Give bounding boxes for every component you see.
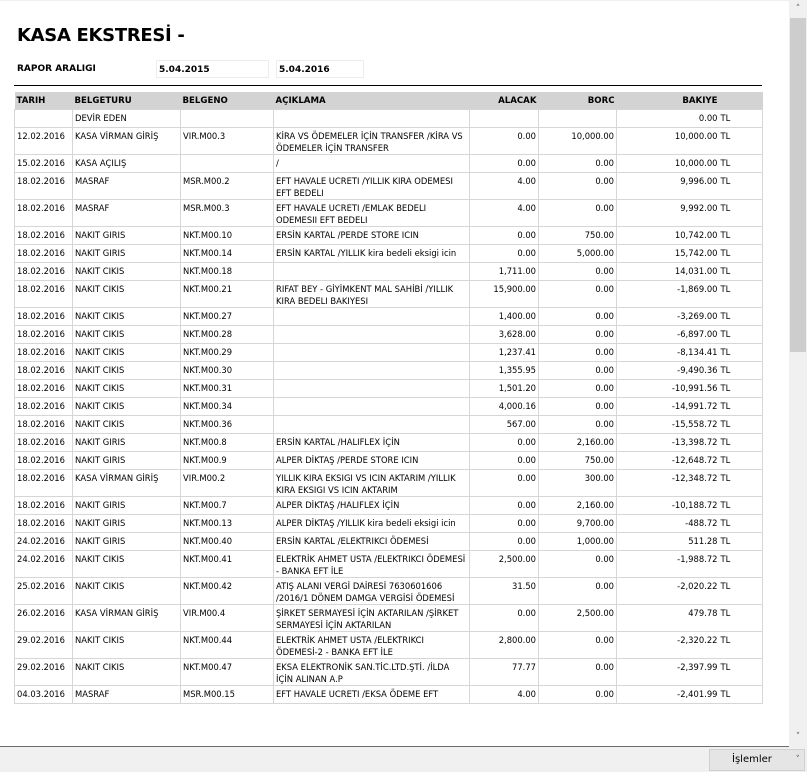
col-header-tarih: TARIH	[15, 92, 73, 110]
cell-alacak: 0.00	[470, 128, 539, 155]
cell-borc: 10,000.00	[539, 128, 617, 155]
cell-aciklama: ATIŞ ALANI VERGİ DAİRESİ 7630601606 /2016/1 DÖNEM DAMGA VERGİSİ ÖDEMESİ	[274, 578, 470, 605]
cell-belgeno: NKT.M00.44	[181, 632, 274, 659]
table-row[interactable]	[15, 605, 763, 632]
cell-bakiye: -8,134.41	[617, 344, 720, 362]
table-row[interactable]	[15, 551, 763, 578]
cell-belgeno: NKT.M00.8	[181, 434, 274, 452]
cell-aciklama	[274, 263, 470, 281]
cell-borc: 0.00	[539, 263, 617, 281]
cell-borc: 0.00	[539, 632, 617, 659]
cell-belgeno: NKT.M00.42	[181, 578, 274, 605]
cell-borc: 0.00	[539, 308, 617, 326]
cell-currency: TL	[720, 326, 763, 344]
table-row[interactable]	[15, 128, 763, 155]
cell-tarih: 18.02.2016	[15, 344, 73, 362]
cell-belgeturu: NAKIT CIKIS	[73, 632, 181, 659]
operations-label: İşlemler	[732, 754, 772, 765]
cell-borc: 300.00	[539, 470, 617, 497]
cell-belgeno: NKT.M00.14	[181, 245, 274, 263]
cell-borc	[539, 110, 617, 128]
cell-currency: TL	[720, 416, 763, 434]
table-row[interactable]	[15, 173, 763, 200]
table-row[interactable]	[15, 245, 763, 263]
cell-borc: 750.00	[539, 452, 617, 470]
cell-borc: 2,160.00	[539, 497, 617, 515]
cell-belgeturu: NAKIT GIRIS	[73, 452, 181, 470]
cell-borc: 0.00	[539, 155, 617, 173]
cell-bakiye: -2,020.22	[617, 578, 720, 605]
cell-bakiye: -1,988.72	[617, 551, 720, 578]
col-header-belgeturu: BELGETURU	[73, 92, 181, 110]
cell-alacak: 0.00	[470, 434, 539, 452]
cell-belgeturu: NAKIT GIRIS	[73, 497, 181, 515]
cell-currency: TL	[720, 551, 763, 578]
table-row[interactable]	[15, 344, 763, 362]
cell-tarih: 18.02.2016	[15, 398, 73, 416]
header-divider	[14, 85, 762, 86]
operations-dropdown-button[interactable]	[709, 749, 805, 771]
cell-tarih: 29.02.2016	[15, 632, 73, 659]
cell-bakiye: -13,398.72	[617, 434, 720, 452]
cell-bakiye: 10,000.00	[617, 128, 720, 155]
cell-bakiye: -2,397.99	[617, 659, 720, 686]
chevron-down-icon: ˅	[795, 755, 800, 765]
cell-belgeturu: NAKIT CIKIS	[73, 551, 181, 578]
cell-bakiye: -14,991.72	[617, 398, 720, 416]
table-row[interactable]	[15, 200, 763, 227]
cell-bakiye: -2,320.22	[617, 632, 720, 659]
cell-aciklama: EFT HAVALE UCRETI /EKSA ÖDEME EFT	[274, 686, 470, 704]
cell-tarih: 18.02.2016	[15, 497, 73, 515]
cell-belgeno: NKT.M00.30	[181, 362, 274, 380]
cell-belgeno: NKT.M00.21	[181, 281, 274, 308]
cell-belgeno: NKT.M00.7	[181, 497, 274, 515]
cell-belgeno: MSR.M00.3	[181, 200, 274, 227]
cell-aciklama: YILLIK KIRA EKSIGI VS ICIN AKTARIM /YILLIK KIRA EKSIGI VS ICIN AKTARIM	[274, 470, 470, 497]
cell-belgeno: NKT.M00.10	[181, 227, 274, 245]
cell-aciklama: EFT HAVALE UCRETI /YILLIK KIRA ODEMESI EFT BEDELI	[274, 173, 470, 200]
cell-aciklama	[274, 362, 470, 380]
cell-bakiye: 14,031.00	[617, 263, 720, 281]
cell-tarih: 18.02.2016	[15, 362, 73, 380]
chevron-down-icon[interactable]: ˅	[795, 732, 801, 742]
cell-tarih: 18.02.2016	[15, 326, 73, 344]
cell-bakiye: 15,742.00	[617, 245, 720, 263]
cell-aciklama: RIFAT BEY - GİYİMKENT MAL SAHİBİ /YILLIK KIRA BEDELI BAKIYESI	[274, 281, 470, 308]
cell-borc: 0.00	[539, 416, 617, 434]
report-range-label: RAPOR ARALIGI	[17, 64, 96, 74]
col-header-aciklama: AÇIKLAMA	[274, 92, 470, 110]
cell-alacak: 0.00	[470, 533, 539, 551]
cell-belgeturu: MASRAF	[73, 200, 181, 227]
table-row[interactable]	[15, 470, 763, 497]
cell-alacak: 0.00	[470, 155, 539, 173]
cell-belgeno: NKT.M00.36	[181, 416, 274, 434]
cell-alacak: 1,237.41	[470, 344, 539, 362]
cell-belgeno: MSR.M00.2	[181, 173, 274, 200]
col-header-borc: BORC	[539, 92, 617, 110]
cell-belgeturu: DEVİR EDEN	[73, 110, 181, 128]
cell-belgeturu: NAKIT CIKIS	[73, 380, 181, 398]
table-row[interactable]	[15, 362, 763, 380]
cell-alacak: 1,400.00	[470, 308, 539, 326]
cell-belgeno	[181, 155, 274, 173]
cell-aciklama	[274, 416, 470, 434]
cell-bakiye: -6,897.00	[617, 326, 720, 344]
cell-tarih: 24.02.2016	[15, 551, 73, 578]
cell-borc: 0.00	[539, 173, 617, 200]
cell-bakiye: 9,996.00	[617, 173, 720, 200]
cell-tarih: 04.03.2016	[15, 686, 73, 704]
cell-tarih: 18.02.2016	[15, 173, 73, 200]
cell-alacak: 2,500.00	[470, 551, 539, 578]
cell-alacak: 1,711.00	[470, 263, 539, 281]
chevron-up-icon[interactable]: ˄	[795, 4, 801, 14]
cell-borc: 0.00	[539, 200, 617, 227]
table-row[interactable]	[15, 281, 763, 308]
cell-bakiye: -12,648.72	[617, 452, 720, 470]
cell-alacak: 0.00	[470, 452, 539, 470]
cell-belgeno: NKT.M00.41	[181, 551, 274, 578]
cell-aciklama: ERSİN KARTAL /HALIFLEX İÇİN	[274, 434, 470, 452]
cell-alacak: 0.00	[470, 515, 539, 533]
cell-bakiye: -9,490.36	[617, 362, 720, 380]
cell-belgeturu: KASA VİRMAN GİRİŞ	[73, 605, 181, 632]
table-header-row	[15, 92, 763, 110]
cell-belgeturu: NAKIT CIKIS	[73, 308, 181, 326]
report-title: KASA EKSTRESİ -	[17, 25, 185, 46]
cell-currency: TL	[720, 380, 763, 398]
cell-currency: TL	[720, 533, 763, 551]
cell-tarih: 18.02.2016	[15, 470, 73, 497]
cell-borc: 0.00	[539, 362, 617, 380]
cell-currency: TL	[720, 308, 763, 326]
cell-currency: TL	[720, 245, 763, 263]
cell-currency: TL	[720, 155, 763, 173]
cell-currency: TL	[720, 263, 763, 281]
cell-currency: TL	[720, 452, 763, 470]
cell-alacak: 0.00	[470, 227, 539, 245]
cell-alacak: 1,355.95	[470, 362, 539, 380]
cell-belgeturu: NAKIT GIRIS	[73, 533, 181, 551]
cell-currency: TL	[720, 515, 763, 533]
cell-belgeno: NKT.M00.47	[181, 659, 274, 686]
cell-bakiye: -3,269.00	[617, 308, 720, 326]
table-row[interactable]	[15, 497, 763, 515]
cell-tarih: 18.02.2016	[15, 416, 73, 434]
cell-aciklama	[274, 398, 470, 416]
cell-alacak: 0.00	[470, 470, 539, 497]
cell-belgeturu: NAKIT CIKIS	[73, 281, 181, 308]
cell-borc: 0.00	[539, 344, 617, 362]
cell-belgeturu: KASA VİRMAN GİRİŞ	[73, 470, 181, 497]
cell-aciklama: ŞİRKET SERMAYESİ İÇİN AKTARILAN /ŞİRKET SERMAYESİ İÇİN AKTARILAN	[274, 605, 470, 632]
cell-currency: TL	[720, 362, 763, 380]
cell-tarih: 24.02.2016	[15, 533, 73, 551]
cell-bakiye: -10,188.72	[617, 497, 720, 515]
cell-alacak: 4.00	[470, 200, 539, 227]
cell-borc: 9,700.00	[539, 515, 617, 533]
cell-belgeturu: KASA VİRMAN GİRİŞ	[73, 128, 181, 155]
report-viewport	[0, 1, 789, 747]
cell-aciklama: ALPER DİKTAŞ /PERDE STORE ICIN	[274, 452, 470, 470]
cell-aciklama: KİRA VS ÖDEMELER İÇİN TRANSFER /KİRA VS ÖDEMELER İÇİN TRANSFER	[274, 128, 470, 155]
cell-belgeturu: NAKIT GIRIS	[73, 515, 181, 533]
scrollbar-thumb[interactable]	[790, 18, 806, 352]
cell-belgeno: NKT.M00.28	[181, 326, 274, 344]
cell-bakiye: 0.00	[617, 110, 720, 128]
cell-belgeturu: NAKIT CIKIS	[73, 344, 181, 362]
cell-aciklama	[274, 380, 470, 398]
cell-aciklama: ELEKTRİK AHMET USTA /ELEKTRIKCI ÖDEMESİ - BANKA EFT İLE	[274, 551, 470, 578]
cell-tarih	[15, 110, 73, 128]
cell-bakiye: 10,742.00	[617, 227, 720, 245]
cell-alacak: 0.00	[470, 605, 539, 632]
cell-alacak: 15,900.00	[470, 281, 539, 308]
cell-belgeno: VIR.M00.3	[181, 128, 274, 155]
cell-currency: TL	[720, 686, 763, 704]
cell-alacak: 2,800.00	[470, 632, 539, 659]
table-row[interactable]	[15, 686, 763, 704]
cell-currency: TL	[720, 227, 763, 245]
cell-tarih: 18.02.2016	[15, 200, 73, 227]
cell-currency: TL	[720, 497, 763, 515]
cell-bakiye: -488.72	[617, 515, 720, 533]
table-row[interactable]	[15, 434, 763, 452]
table-row[interactable]	[15, 227, 763, 245]
table-row[interactable]	[15, 533, 763, 551]
cell-belgeno: NKT.M00.9	[181, 452, 274, 470]
cell-alacak: 31.50	[470, 578, 539, 605]
col-header-bakiye: BAKIYE	[617, 92, 720, 110]
cell-borc: 0.00	[539, 551, 617, 578]
cell-bakiye: 511.28	[617, 533, 720, 551]
cell-borc: 0.00	[539, 380, 617, 398]
cell-belgeno: VIR.M00.4	[181, 605, 274, 632]
cell-tarih: 18.02.2016	[15, 263, 73, 281]
cell-tarih: 18.02.2016	[15, 380, 73, 398]
cell-belgeno: MSR.M00.15	[181, 686, 274, 704]
cell-currency: TL	[720, 470, 763, 497]
cell-bakiye: 10,000.00	[617, 155, 720, 173]
cell-aciklama	[274, 344, 470, 362]
cell-tarih: 29.02.2016	[15, 659, 73, 686]
cell-belgeturu: MASRAF	[73, 686, 181, 704]
cell-tarih: 18.02.2016	[15, 281, 73, 308]
cell-tarih: 26.02.2016	[15, 605, 73, 632]
cell-borc: 0.00	[539, 578, 617, 605]
cell-bakiye: -1,869.00	[617, 281, 720, 308]
table-row[interactable]	[15, 263, 763, 281]
statement-table	[14, 92, 763, 704]
cell-belgeno: NKT.M00.31	[181, 380, 274, 398]
cell-alacak: 1,501.20	[470, 380, 539, 398]
cell-tarih: 18.02.2016	[15, 308, 73, 326]
cell-bakiye: -12,348.72	[617, 470, 720, 497]
cell-borc: 2,500.00	[539, 605, 617, 632]
cell-belgeno	[181, 110, 274, 128]
table-row[interactable]	[15, 326, 763, 344]
cell-aciklama: ERSİN KARTAL /ELEKTRIKCI ÖDEMESİ	[274, 533, 470, 551]
table-row[interactable]	[15, 398, 763, 416]
cell-aciklama	[274, 308, 470, 326]
col-header-unit	[720, 92, 763, 110]
table-row[interactable]	[15, 416, 763, 434]
cell-bakiye: -10,991.56	[617, 380, 720, 398]
cell-tarih: 12.02.2016	[15, 128, 73, 155]
cell-tarih: 15.02.2016	[15, 155, 73, 173]
cell-belgeturu: NAKIT GIRIS	[73, 227, 181, 245]
range-from-field: 5.04.2015	[156, 60, 269, 78]
cell-alacak	[470, 110, 539, 128]
cell-aciklama: ALPER DİKTAŞ /HALIFLEX İÇİN	[274, 497, 470, 515]
cell-alacak: 4.00	[470, 173, 539, 200]
cell-belgeturu: KASA AÇILIŞ	[73, 155, 181, 173]
col-header-alacak: ALACAK	[470, 92, 539, 110]
cell-borc: 0.00	[539, 326, 617, 344]
cell-alacak: 4,000.16	[470, 398, 539, 416]
cell-borc: 0.00	[539, 659, 617, 686]
cell-belgeturu: NAKIT CIKIS	[73, 326, 181, 344]
cell-bakiye: -2,401.99	[617, 686, 720, 704]
cell-belgeturu: NAKIT CIKIS	[73, 362, 181, 380]
cell-aciklama	[274, 326, 470, 344]
cell-aciklama: ALPER DİKTAŞ /YILLIK kira bedeli eksigi icin	[274, 515, 470, 533]
cell-tarih: 18.02.2016	[15, 515, 73, 533]
cell-belgeturu: NAKIT GIRIS	[73, 245, 181, 263]
cell-tarih: 18.02.2016	[15, 452, 73, 470]
cell-borc: 0.00	[539, 686, 617, 704]
cell-aciklama: EFT HAVALE UCRETI /EMLAK BEDELI ODEMESII EFT BEDELI	[274, 200, 470, 227]
cell-aciklama	[274, 110, 470, 128]
cell-currency: TL	[720, 173, 763, 200]
cell-belgeno: NKT.M00.34	[181, 398, 274, 416]
cell-alacak: 0.00	[470, 245, 539, 263]
cell-aciklama: ELEKTRİK AHMET USTA /ELEKTRIKCI ÖDEMESİ-2 - BANKA EFT İLE	[274, 632, 470, 659]
table-row[interactable]	[15, 659, 763, 686]
cell-currency: TL	[720, 632, 763, 659]
cell-tarih: 18.02.2016	[15, 227, 73, 245]
cell-bakiye: 9,992.00	[617, 200, 720, 227]
cell-belgeturu: NAKIT GIRIS	[73, 434, 181, 452]
cell-belgeturu: NAKIT CIKIS	[73, 398, 181, 416]
cell-borc: 2,160.00	[539, 434, 617, 452]
cell-currency: TL	[720, 659, 763, 686]
cell-currency: TL	[720, 434, 763, 452]
cell-tarih: 25.02.2016	[15, 578, 73, 605]
cell-aciklama: /	[274, 155, 470, 173]
vertical-scrollbar[interactable]	[789, 1, 807, 746]
cell-borc: 750.00	[539, 227, 617, 245]
cell-belgeturu: NAKIT CIKIS	[73, 263, 181, 281]
table-row[interactable]	[15, 515, 763, 533]
table-row[interactable]	[15, 380, 763, 398]
cell-alacak: 4.00	[470, 686, 539, 704]
cell-belgeno: NKT.M00.18	[181, 263, 274, 281]
table-row[interactable]	[15, 110, 763, 128]
cell-belgeno: VIR.M00.2	[181, 470, 274, 497]
range-to-field: 5.04.2016	[276, 60, 364, 78]
cell-currency: TL	[720, 200, 763, 227]
cell-tarih: 18.02.2016	[15, 245, 73, 263]
cell-belgeturu: NAKIT CIKIS	[73, 659, 181, 686]
cell-belgeno: NKT.M00.29	[181, 344, 274, 362]
cell-currency: TL	[720, 110, 763, 128]
table-row[interactable]	[15, 308, 763, 326]
cell-borc: 1,000.00	[539, 533, 617, 551]
cell-belgeno: NKT.M00.27	[181, 308, 274, 326]
cell-belgeturu: MASRAF	[73, 173, 181, 200]
table-row[interactable]	[15, 578, 763, 605]
cell-bakiye: 479.78	[617, 605, 720, 632]
cell-aciklama: EKSA ELEKTRONİK SAN.TİC.LTD.ŞTİ. /İLDA İÇİN ALINAN A.P	[274, 659, 470, 686]
cell-borc: 5,000.00	[539, 245, 617, 263]
cell-bakiye: -15,558.72	[617, 416, 720, 434]
cell-currency: TL	[720, 344, 763, 362]
cell-currency: TL	[720, 398, 763, 416]
table-row[interactable]	[15, 452, 763, 470]
cell-borc: 0.00	[539, 398, 617, 416]
cell-tarih: 18.02.2016	[15, 434, 73, 452]
cell-alacak: 0.00	[470, 497, 539, 515]
cell-borc: 0.00	[539, 281, 617, 308]
cell-currency: TL	[720, 605, 763, 632]
cell-currency: TL	[720, 281, 763, 308]
cell-alacak: 77.77	[470, 659, 539, 686]
cell-currency: TL	[720, 128, 763, 155]
cell-aciklama: ERSİN KARTAL /YILLIK kira bedeli eksigi icin	[274, 245, 470, 263]
cell-belgeturu: NAKIT CIKIS	[73, 416, 181, 434]
cell-belgeno: NKT.M00.13	[181, 515, 274, 533]
cell-belgeturu: NAKIT CIKIS	[73, 578, 181, 605]
cell-belgeno: NKT.M00.40	[181, 533, 274, 551]
cell-alacak: 3,628.00	[470, 326, 539, 344]
cell-aciklama: ERSİN KARTAL /PERDE STORE ICIN	[274, 227, 470, 245]
col-header-belgeno: BELGENO	[181, 92, 274, 110]
cell-currency: TL	[720, 578, 763, 605]
cell-alacak: 567.00	[470, 416, 539, 434]
table-row[interactable]	[15, 632, 763, 659]
table-row[interactable]	[15, 155, 763, 173]
